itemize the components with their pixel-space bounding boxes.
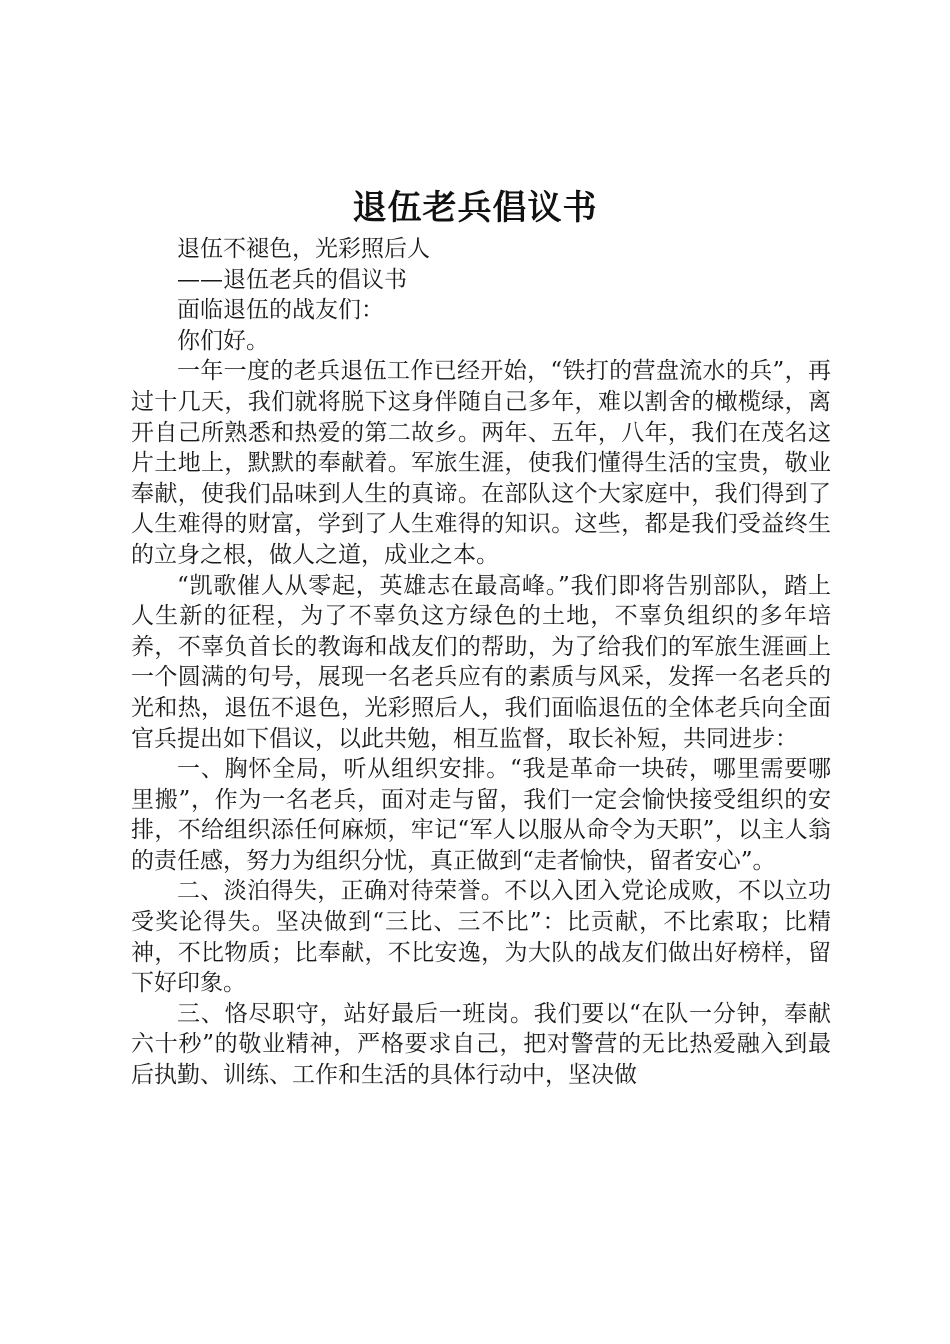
document-body — [131, 234, 831, 1091]
proposal-item-2: 二、淡泊得失，正确对待荣誉。不以入团入党论成败，不以立功受奖论得失。坚决做到“三比、三不比”：比贡献，不比索取；比精神，不比物质；比奉献，不比安逸，为大队的战友们做出好榜样，留下好印象。 — [131, 878, 831, 997]
body-paragraph: “凯歌催人从零起，英雄志在最高峰。”我们即将告别部队，踏上人生新的征程，为了不辜负这方绿色的土地，不辜负组织的多年培养，不辜负首长的教诲和战友们的帮助，为了给我们的军旅生涯画上一个圆满的句号，展现一名老兵应有的素质与风采，发挥一名老兵的光和热，退伍不退色，光彩照后人，我们面临退伍的全体老兵向全面官兵提出如下倡议，以此共勉，相互监督，取长补短，共同进步： — [131, 572, 831, 752]
proposal-item-3: 三、恪尽职守，站好最后一班岗。我们要以“在队一分钟，奉献六十秒”的敬业精神，严格要求自己，把对警营的无比热爱融入到最后执勤、训练、工作和生活的具体行动中，坚决做 — [131, 1000, 831, 1089]
body-paragraph: 一年一度的老兵退伍工作已经开始，“铁打的营盘流水的兵”，再过十几天，我们就将脱下这身伴随自己多年，难以割舍的橄榄绿，离开自己所熟悉和热爱的第二故乡。两年、五年，八年，我们在茂名这片土地上，默默的奉献着。军旅生涯，使我们懂得生活的宝贵，敬业奉献，使我们品味到人生的真谛。在部队这个大家庭中，我们得到了人生难得的财富，学到了人生难得的知识。这些，都是我们受益终生的立身之根，做人之道，成业之本。 — [131, 358, 831, 568]
subtitle-line: 退伍不褪色，光彩照后人 — [177, 236, 430, 262]
salutation-line: 面临退伍的战友们： — [177, 297, 384, 324]
subtitle-secondary-line: ——退伍老兵的倡议书 — [177, 266, 407, 293]
proposal-item-1: 一、胸怀全局，听从组织安排。“我是革命一块砖，哪里需要哪里搬”，作为一名老兵，面对走与留，我们一定会愉快接受组织的安排，不给组织添任何麻烦，牢记“军人以服从命令为天职”，以主人翁的责任感，努力为组织分忧，真正做到“走者愉快，留者安心”。 — [131, 756, 831, 874]
greeting-line: 你们好。 — [177, 327, 269, 354]
document-title: 退伍老兵倡议书 — [352, 188, 598, 228]
